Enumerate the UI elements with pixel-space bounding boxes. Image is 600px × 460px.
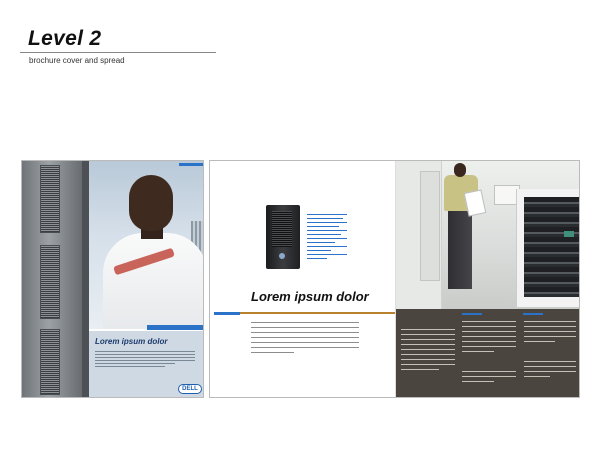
dark-column-text xyxy=(524,361,576,381)
title-rule xyxy=(20,52,216,53)
vent-panel xyxy=(40,165,60,233)
dark-column-text xyxy=(524,321,576,346)
dark-column-text xyxy=(462,371,516,386)
dark-column-text xyxy=(462,321,516,356)
dark-column-text xyxy=(401,329,455,374)
vent-panel xyxy=(40,245,60,319)
accent-bar-blue xyxy=(214,312,240,315)
cover-photo xyxy=(89,161,204,329)
cover-headline: Lorem ipsum dolor xyxy=(95,337,168,346)
brochure-cover xyxy=(21,160,204,398)
dell-logo: DELL xyxy=(178,384,202,394)
spread-sidebar-text xyxy=(307,214,347,262)
spread-body-text xyxy=(251,322,359,357)
page-subtitle: brochure cover and spread xyxy=(29,56,125,65)
brochure-spread xyxy=(209,160,580,398)
accent-bar-gold xyxy=(240,312,396,314)
desktop-tower-image xyxy=(266,205,300,269)
vent-panel xyxy=(40,329,60,395)
cover-body-text xyxy=(95,351,195,369)
server-tower-image xyxy=(22,161,89,397)
cover-tag xyxy=(147,325,204,330)
page-title: Level 2 xyxy=(28,27,102,50)
spread-headline: Lorem ipsum dolor xyxy=(251,289,369,304)
office-photo xyxy=(396,161,580,309)
